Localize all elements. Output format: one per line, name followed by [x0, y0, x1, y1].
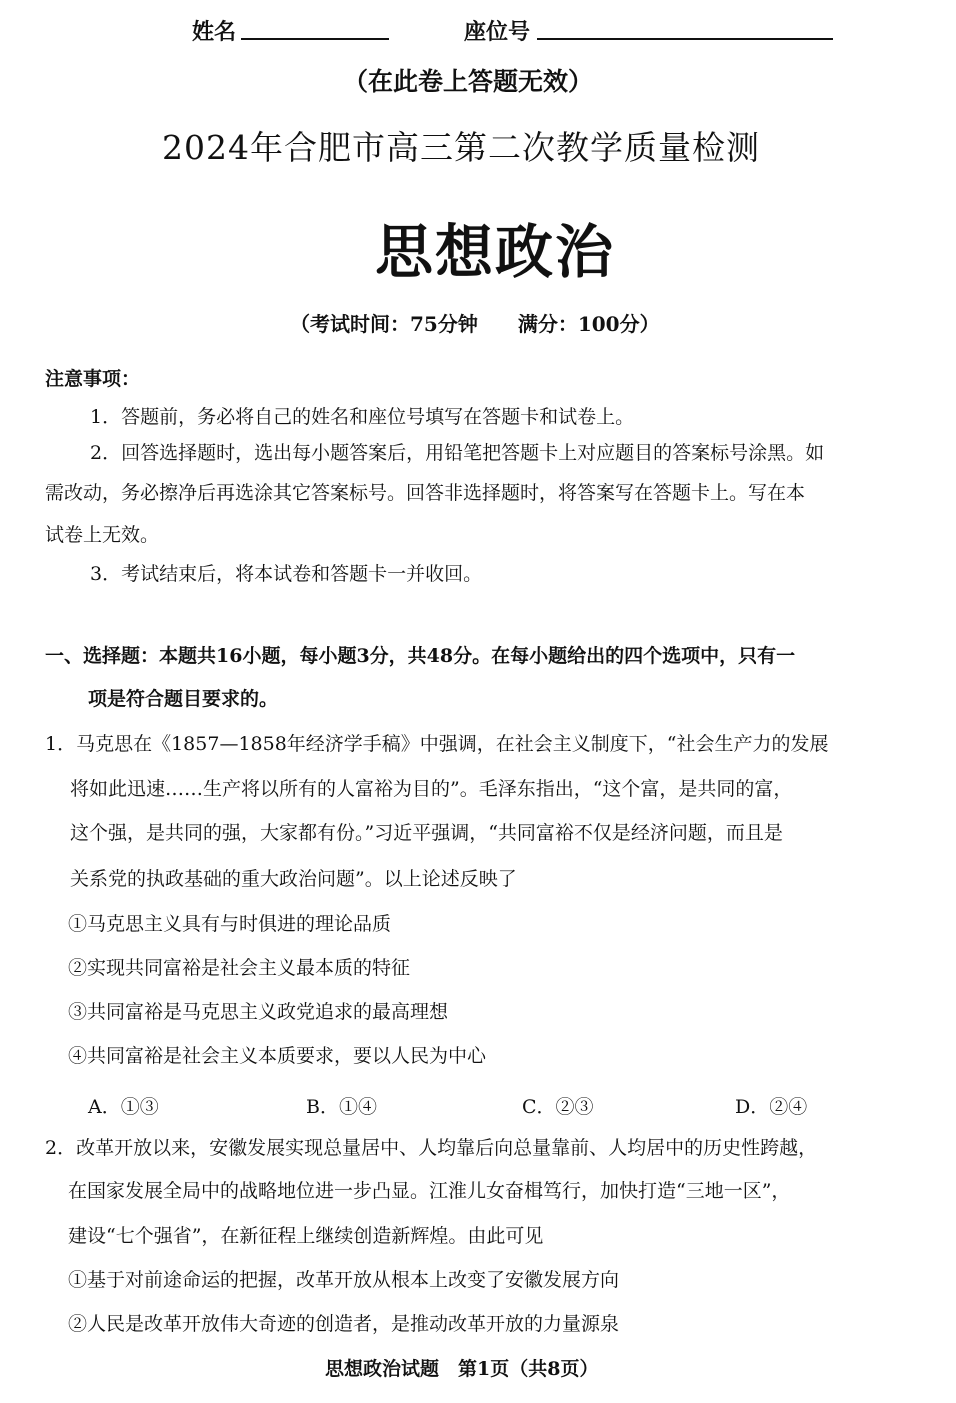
notice-item-3: 3．考试结束后，将本试卷和答题卡一并收回。: [90, 563, 483, 585]
subject-title: 思想政治: [375, 218, 616, 286]
q1-statement-1: ①马克思主义具有与时俱进的理论品质: [68, 913, 392, 935]
q1-stem-line-3: 这个强，是共同的强，大家都有份。”习近平强调，“共同富裕不仅是经济问题，而且是: [70, 822, 783, 844]
page-footer: 思想政治试题 第1页（共8页）: [325, 1358, 599, 1380]
seat-label: 座位号: [464, 19, 531, 45]
q2-stem-line-1: 2．改革开放以来，安徽发展实现总量居中、人均靠后向总量靠前、人均居中的历史性跨越，: [45, 1137, 818, 1159]
notice-item-2-line-1: 2．回答选择题时，选出每小题答案后，用铅笔把答题卡上对应题目的答案标号涂黑。如: [90, 442, 825, 464]
q1-option-c[interactable]: C．②③: [522, 1096, 594, 1118]
q1-stem-line-4: 关系党的执政基础的重大政治问题”。以上论述反映了: [70, 868, 517, 890]
notice-item-2-line-3: 试卷上无效。: [45, 524, 160, 546]
exam-title: 2024年合肥市高三第二次教学质量检测: [162, 128, 760, 167]
q1-statement-2: ②实现共同富裕是社会主义最本质的特征: [68, 957, 411, 979]
q2-stem-line-3: 建设“七个强省”，在新征程上继续创造新辉煌。由此可见: [68, 1225, 544, 1247]
name-blank[interactable]: [241, 38, 389, 40]
q1-statement-4: ④共同富裕是社会主义本质要求，要以人民为中心: [68, 1045, 487, 1067]
q2-statement-2: ②人民是改革开放伟大奇迹的创造者，是推动改革开放的力量源泉: [68, 1313, 620, 1335]
section-heading-line-1: 一、选择题：本题共16小题，每小题3分，共48分。在每小题给出的四个选项中，只有一: [45, 645, 796, 667]
q1-option-d[interactable]: D．②④: [735, 1096, 808, 1118]
notice-item-1: 1．答题前，务必将自己的姓名和座位号填写在答题卡和试卷上。: [90, 406, 635, 428]
q1-stem-line-1: 1．马克思在《1857—1858年经济学手稿》中强调，在社会主义制度下，“社会生产力的发展: [45, 733, 829, 755]
notice-heading: 注意事项：: [45, 368, 141, 390]
section-heading-line-2: 项是符合题目要求的。: [88, 688, 279, 710]
seat-blank[interactable]: [537, 38, 833, 40]
name-label: 姓名: [192, 19, 237, 45]
notice-item-2-line-2: 需改动，务必擦净后再选涂其它答案标号。回答非选择题时，将答案写在答题卡上。写在本: [45, 482, 806, 504]
q1-option-a[interactable]: A．①③: [88, 1096, 159, 1118]
invalid-notice: （在此卷上答题无效）: [343, 67, 594, 96]
q2-statement-1: ①基于对前途命运的把握，改革开放从根本上改变了安徽发展方向: [68, 1269, 620, 1291]
q1-statement-3: ③共同富裕是马克思主义政党追求的最高理想: [68, 1001, 449, 1023]
time-score: （考试时间：75分钟 满分：100分）: [290, 312, 660, 336]
q1-stem-line-2: 将如此迅速……生产将以所有的人富裕为目的”。毛泽东指出，“这个富，是共同的富，: [70, 778, 793, 800]
q2-stem-line-2: 在国家发展全局中的战略地位进一步凸显。江淮儿女奋楫笃行，加快打造“三地一区”，: [68, 1180, 791, 1202]
q1-option-b[interactable]: B．①④: [306, 1096, 377, 1118]
